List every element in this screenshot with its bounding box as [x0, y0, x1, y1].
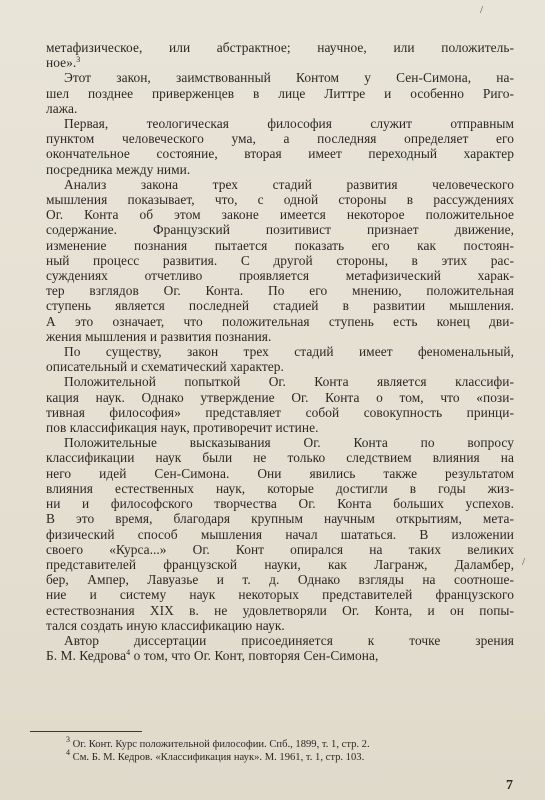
pencil-mark: / — [480, 4, 484, 16]
text-line: тер взглядов Ог. Конта. По его мнению, положительная — [46, 283, 514, 299]
text-line: Положительной попыткой Ог. Конта является классифи- — [64, 374, 514, 390]
text-line: По существу, закон трех стадий имеет феноменальный, — [64, 344, 514, 360]
page-number: 7 — [506, 778, 513, 793]
text-line: пов классификация наук, противоречит истине. — [46, 420, 319, 436]
footnotes — [66, 735, 506, 765]
text-line: него идей Сен-Симона. Они явились также результатом — [46, 465, 514, 481]
text-line: лажа. — [46, 100, 78, 116]
text-line: описательный и схематический характер. — [46, 359, 284, 375]
text-line: ное».$^3$ — [46, 55, 81, 71]
text-line: Этот закон, заимствованный Контом у Сен-Симона, на- — [64, 70, 514, 86]
pencil-mark: / — [522, 556, 526, 568]
text-line: кация наук. Однако утверждение Ог. Конта о том, что «пози- — [46, 389, 514, 405]
text-line: ние и систему наук некоторых представителей французского — [46, 587, 514, 603]
text-line: классификации наук были не только следствием влияния на — [46, 450, 514, 466]
text-line: Первая, теологическая философия служит отправным — [64, 116, 514, 132]
text-line: изменение познания пытается показать его как постоян- — [46, 237, 514, 253]
text-line: жения мышления и развития познания. — [46, 328, 272, 344]
text-line: А это означает, что положительная ступень есть конец дви- — [46, 313, 514, 329]
text-line: тался создать иную классификацию наук. — [46, 617, 285, 633]
text-line: окончательное состояние, вторая имеет переходный характер — [46, 146, 514, 162]
footnote-4: $^4$ См. Б. М. Кедров. «Классификация наук». М. 1961, т. 1, стр. 103. — [66, 748, 365, 764]
text-line: Б. М. Кедрова$^4$ о том, что Ог. Конт, повторяя Сен-Симона, — [46, 648, 379, 664]
text-line: ступень является последней стадией в развитии мышления. — [46, 298, 514, 314]
footnote-3: $^3$ Ог. Конт. Курс положительной философии. Спб., 1899, т. 1, стр. 2. — [66, 735, 370, 750]
text-line: мышления показывает, что, с одной стороны в рассуждениях — [46, 192, 514, 208]
text-line: Положительные высказывания Ог. Конта по вопросу — [64, 435, 514, 451]
text-line: представителей французской науки, как Лагранж, Даламбер, — [46, 556, 514, 572]
text-line: Анализ закона трех стадий развития человеческого — [64, 176, 514, 192]
text-line: посредника между ними. — [46, 161, 191, 177]
text-line: своего «Курса...» Ог. Конт опирался на таких великих — [46, 541, 514, 557]
text-line: шел позднее приверженцев в лице Литтре и особенно Риго- — [46, 85, 514, 101]
text-line: суждениях отчетливо проявляется метафизический харак- — [46, 268, 514, 284]
text-line: тивная философия» представляет собой совокупность принци- — [46, 404, 514, 420]
text-line: естествознания XIX в. не удовлетворяли Ог. Конта, и он попы- — [46, 602, 514, 618]
text-line: Ог. Конта об этом законе имеется некоторое положительное — [46, 207, 514, 223]
text-line: ни и философского творчества Ог. Конта больших успехов. — [46, 496, 514, 512]
text-line: Автор диссертации присоединяется к точке зрения — [64, 632, 514, 648]
text-line: физический способ мышления начал шататься. В изложении — [46, 526, 514, 542]
body-text — [46, 40, 514, 663]
text-line: пунктом человеческого ума, а последняя определяет его — [46, 131, 514, 147]
text-line: В это время, благодаря крупным научным открытиям, мета- — [46, 511, 514, 527]
text-line: метафизическое, или абстрактное; научное, или положитель- — [46, 40, 514, 55]
text-line: влияния естественных наук, которые достигли в годы жиз- — [46, 480, 514, 496]
text-line: содержание. Французский позитивист признает движение, — [46, 222, 514, 238]
text-line: ный процесс развития. С другой стороны, в этих рас- — [46, 252, 514, 268]
footnote-divider — [30, 731, 142, 732]
text-line: бер, Ампер, Лавуазье и т. д. Однако взгляды на соотноше- — [46, 572, 514, 588]
